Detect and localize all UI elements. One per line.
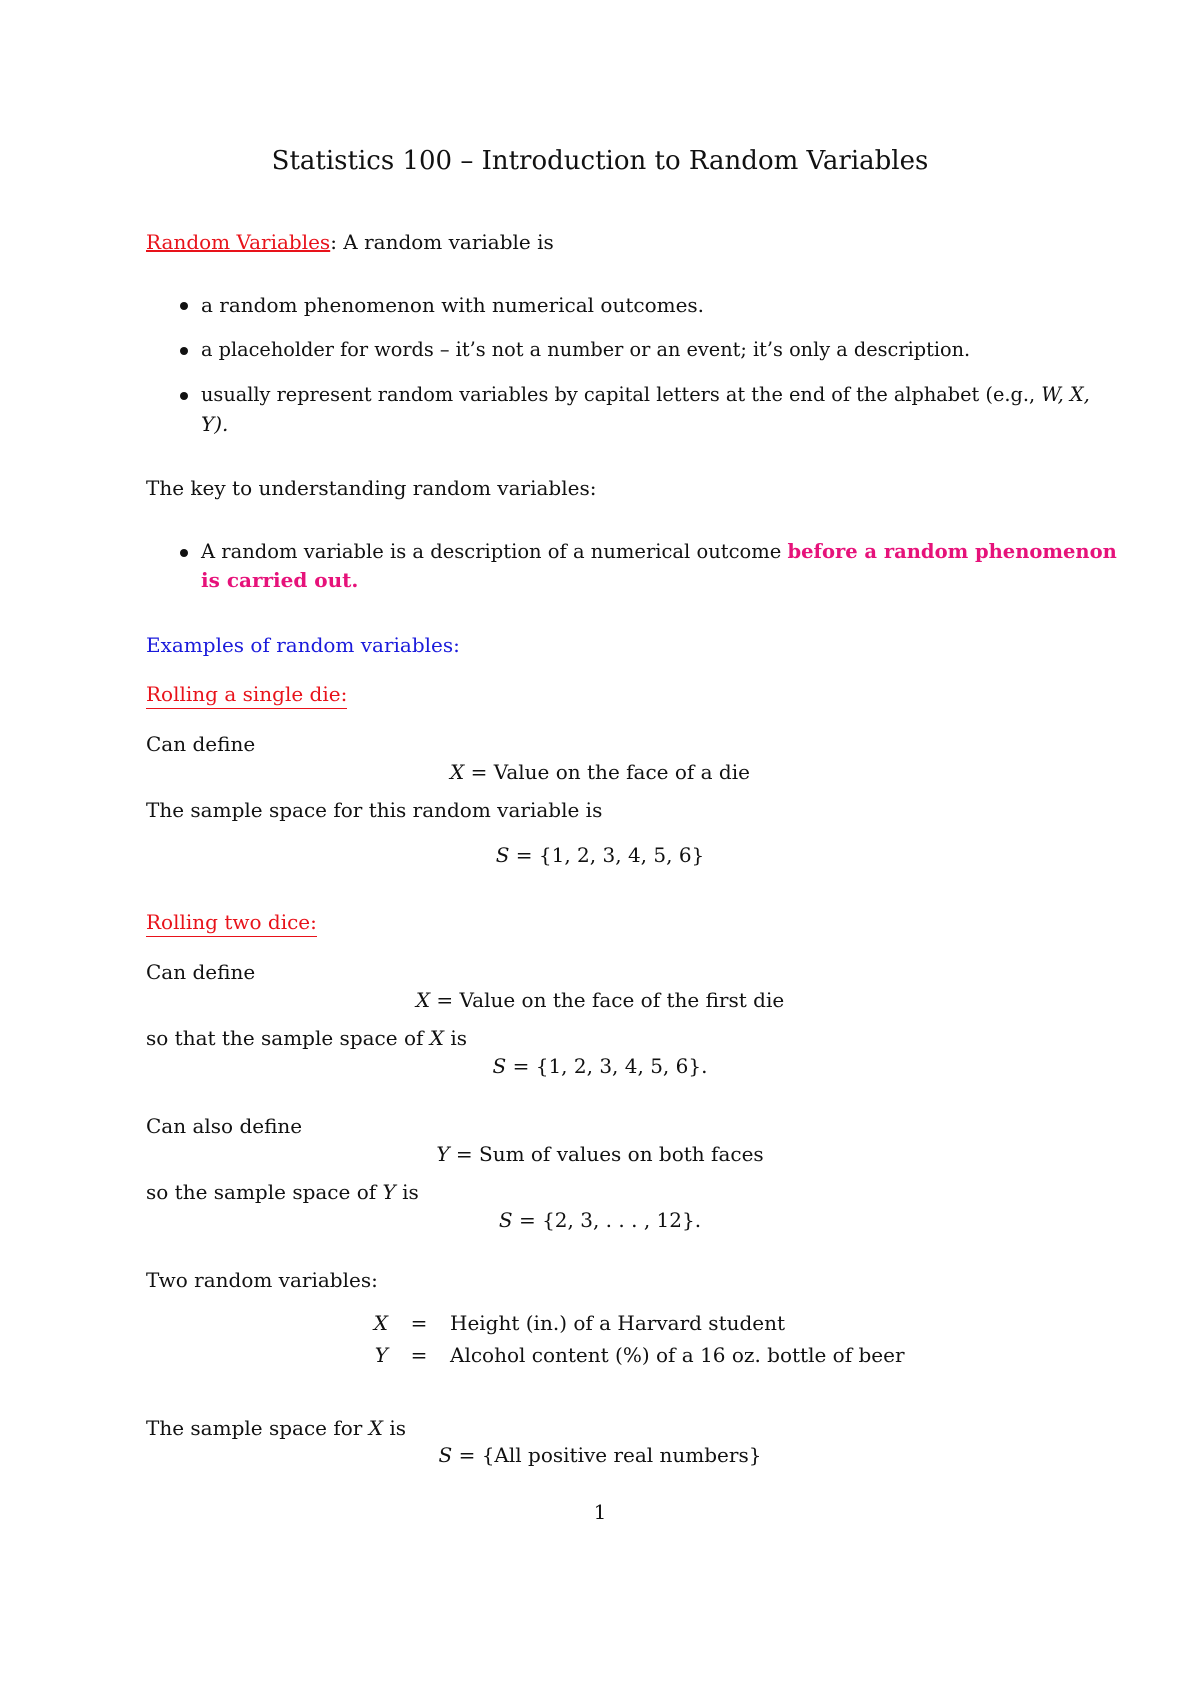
two-rv-sample-post: is bbox=[382, 1416, 406, 1440]
intro-bullet-1: a random phenomenon with numerical outcomes. bbox=[201, 293, 705, 317]
two-rv-row bbox=[362, 1339, 905, 1371]
two-rv-desc: Alcohol content (%) of a 16 oz. bottle of beer bbox=[450, 1343, 905, 1367]
two-dice-can-also: Can also define bbox=[146, 1114, 303, 1138]
two-rv-s-var: S bbox=[438, 1443, 453, 1467]
key-bullet-emphasis: before a random phenomenon bbox=[787, 540, 1117, 563]
two-dice-eq1-rhs: = Value on the face of the first die bbox=[430, 988, 785, 1012]
two-dice-equation-1 bbox=[0, 988, 1200, 1012]
two-rv-s-rhs: = {All positive real numbers} bbox=[452, 1443, 762, 1467]
key-heading: The key to understanding random variables: bbox=[146, 476, 597, 500]
two-rv-sample-var: X bbox=[368, 1416, 383, 1440]
two-rv-equals: = bbox=[410, 1311, 428, 1335]
two-dice-sample-space-2 bbox=[0, 1208, 1200, 1232]
bullet-icon bbox=[180, 549, 188, 557]
intro-bullet-3-text: usually represent random variables by capital letters at the end of the alphabet (e.g., bbox=[201, 383, 1042, 406]
two-rv-sample-pre: The sample space for bbox=[146, 1416, 369, 1440]
intro-bullet-3-cont: Y). bbox=[201, 412, 229, 436]
two-rv-sample-space bbox=[0, 1443, 1200, 1467]
two-dice-eq2-var: Y bbox=[436, 1142, 450, 1166]
single-die-eq-var: X bbox=[450, 760, 465, 784]
intro-bullet-2: a placeholder for words – it’s not a number or an event; it’s only a description. bbox=[201, 338, 971, 361]
random-variables-term: Random Variables bbox=[146, 230, 331, 254]
examples-heading: Examples of random variables: bbox=[146, 633, 460, 657]
two-dice-s1-rhs: = {1, 2, 3, 4, 5, 6}. bbox=[506, 1054, 708, 1078]
two-rv-table bbox=[362, 1307, 905, 1371]
intro-text: : A random variable is bbox=[330, 230, 554, 254]
single-die-heading bbox=[146, 682, 347, 706]
two-dice-can-define: Can define bbox=[146, 960, 256, 984]
single-die-s-var: S bbox=[495, 843, 510, 867]
key-bullet bbox=[201, 540, 1117, 563]
two-dice-eq2-rhs: = Sum of values on both faces bbox=[449, 1142, 764, 1166]
two-dice-so-that bbox=[146, 1026, 467, 1050]
two-dice-s1-var: S bbox=[492, 1054, 507, 1078]
bullet-icon bbox=[180, 302, 188, 310]
two-dice-so-that-pre: so that the sample space of bbox=[146, 1026, 430, 1050]
two-dice-so-that-var: X bbox=[429, 1026, 444, 1050]
bullet-icon bbox=[180, 347, 188, 355]
single-die-sample-text: The sample space for this random variable is bbox=[146, 798, 603, 822]
two-dice-s2-rhs: = {2, 3, . . . , 12}. bbox=[512, 1208, 702, 1232]
intro-line bbox=[146, 230, 554, 254]
intro-bullet-3 bbox=[201, 383, 1090, 406]
single-die-heading-text: Rolling a single die: bbox=[146, 682, 347, 709]
bullet-icon bbox=[180, 392, 188, 400]
two-dice-heading-text: Rolling two dice: bbox=[146, 910, 317, 937]
page-title: Statistics 100 – Introduction to Random Variables bbox=[271, 146, 929, 176]
single-die-equation bbox=[0, 760, 1200, 784]
two-rv-var: Y bbox=[374, 1343, 388, 1367]
two-rv-desc: Height (in.) of a Harvard student bbox=[450, 1311, 786, 1335]
single-die-can-define: Can define bbox=[146, 732, 256, 756]
two-dice-eq1-var: X bbox=[415, 988, 431, 1012]
page-number: 1 bbox=[593, 1500, 607, 1524]
two-dice-heading bbox=[146, 910, 317, 934]
single-die-sample-space bbox=[0, 843, 1200, 867]
two-dice-s2-var: S bbox=[498, 1208, 513, 1232]
two-rv-equals: = bbox=[410, 1343, 428, 1367]
two-rv-sample-text bbox=[146, 1416, 406, 1440]
key-bullet-text: A random variable is a description of a numerical outcome bbox=[201, 540, 788, 563]
two-dice-so bbox=[146, 1180, 419, 1204]
intro-bullet-3-vars: W, X, bbox=[1041, 383, 1090, 406]
two-dice-so-var: Y bbox=[382, 1180, 396, 1204]
two-dice-so-that-post: is bbox=[444, 1026, 468, 1050]
key-bullet-emphasis-cont: is carried out. bbox=[201, 568, 359, 592]
two-dice-so-pre: so the sample space of bbox=[146, 1180, 383, 1204]
two-rv-row bbox=[362, 1307, 905, 1339]
single-die-s-rhs: = {1, 2, 3, 4, 5, 6} bbox=[509, 843, 705, 867]
two-rv-var: X bbox=[373, 1311, 388, 1335]
two-dice-sample-space-1 bbox=[0, 1054, 1200, 1078]
two-dice-so-post: is bbox=[395, 1180, 419, 1204]
single-die-eq-rhs: = Value on the face of a die bbox=[464, 760, 750, 784]
two-rv-heading: Two random variables: bbox=[146, 1268, 378, 1292]
two-dice-equation-2 bbox=[0, 1142, 1200, 1166]
